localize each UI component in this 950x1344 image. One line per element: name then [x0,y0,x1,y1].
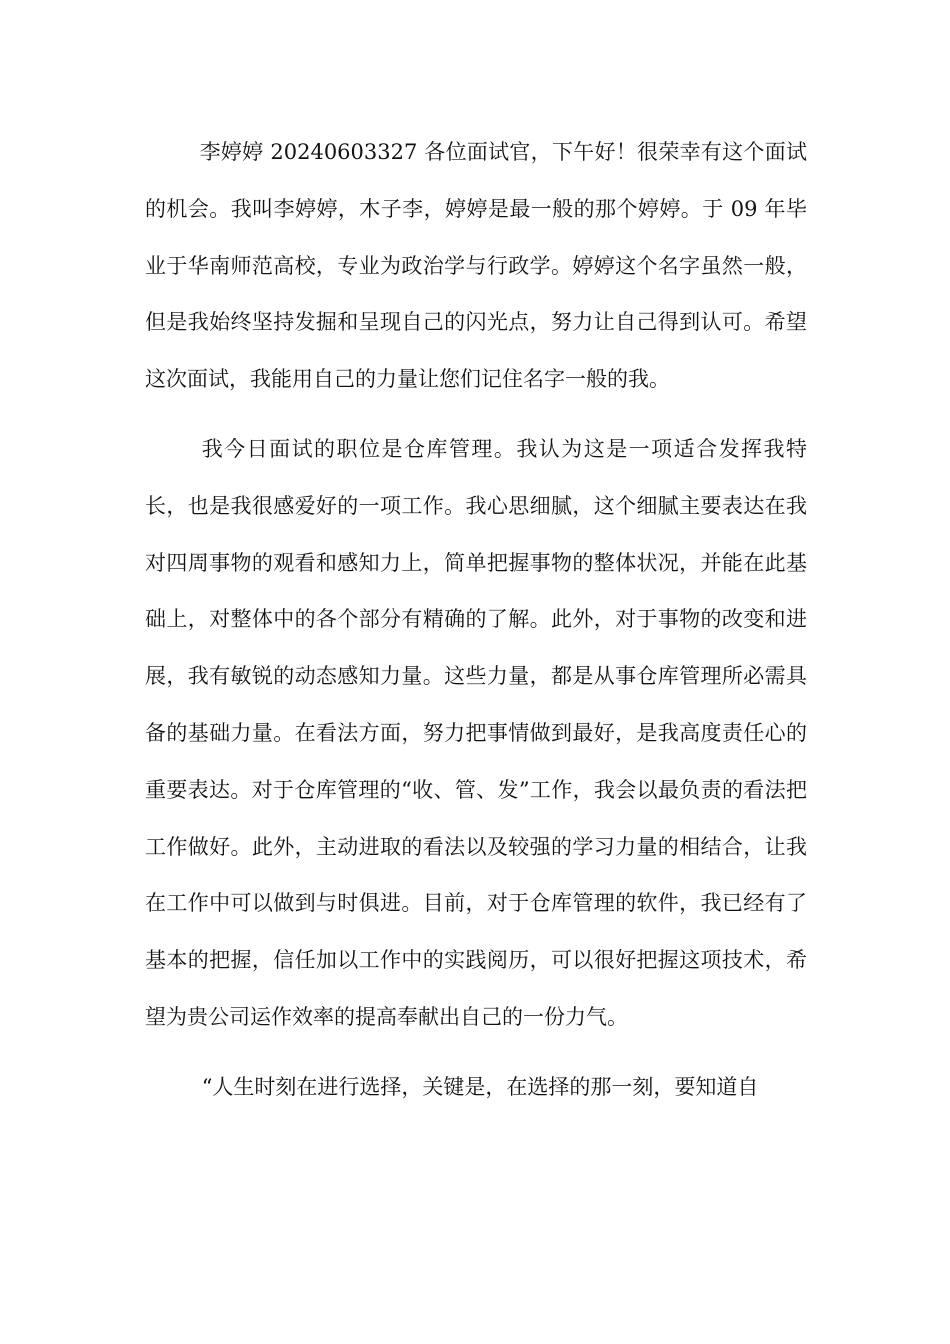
paragraph-closing-quote: “人生时刻在进行选择，关键是，在选择的那一刻，要知道自 [201,1074,759,1099]
document-body [145,124,807,1129]
paragraph-self-introduction: 李婷婷 20240603327 各位面试官，下午好！很荣幸有这个面试的机会。我叫李婷婷，木子李，婷婷是最一般的那个婷婷。于 09 年毕业于华南师范高校，专业为政治学与行政学。婷婷这个名字虽然一般，但是我始终坚持发掘和呈现自己的闪光点，努力让自己得到认可。希望这次面试，我能用自己的力量让您们记住名字一般的我。 [145,140,807,392]
paragraph-position-qualifications: 我今日面试的职位是仓库管理。我认为这是一项适合发挥我特长，也是我很感爱好的一项工作。我心思细腻，这个细腻主要表达在我对四周事物的观看和感知力上，简单把握事物的整体状况，并能在此基础上，对整体中的各个部分有精确的了解。此外，对于事物的改变和进展，我有敏锐的动态感知力量。这些力量，都是从事仓库管理所必需具备的基础力量。在看法方面，努力把事情做到最好，是我高度责任心的重要表达。对于仓库管理的“收、管、发”工作，我会以最负责的看法把工作做好。此外，主动进取的看法以及较强的学习力量的相结合，让我在工作中可以做到与时俱进。目前，对于仓库管理的软件，我已经有了基本的把握，信任加以工作中的实践阅历，可以很好把握这项技术，希望为贵公司运作效率的提高奉献出自己的一份力气。 [145,436,807,1029]
